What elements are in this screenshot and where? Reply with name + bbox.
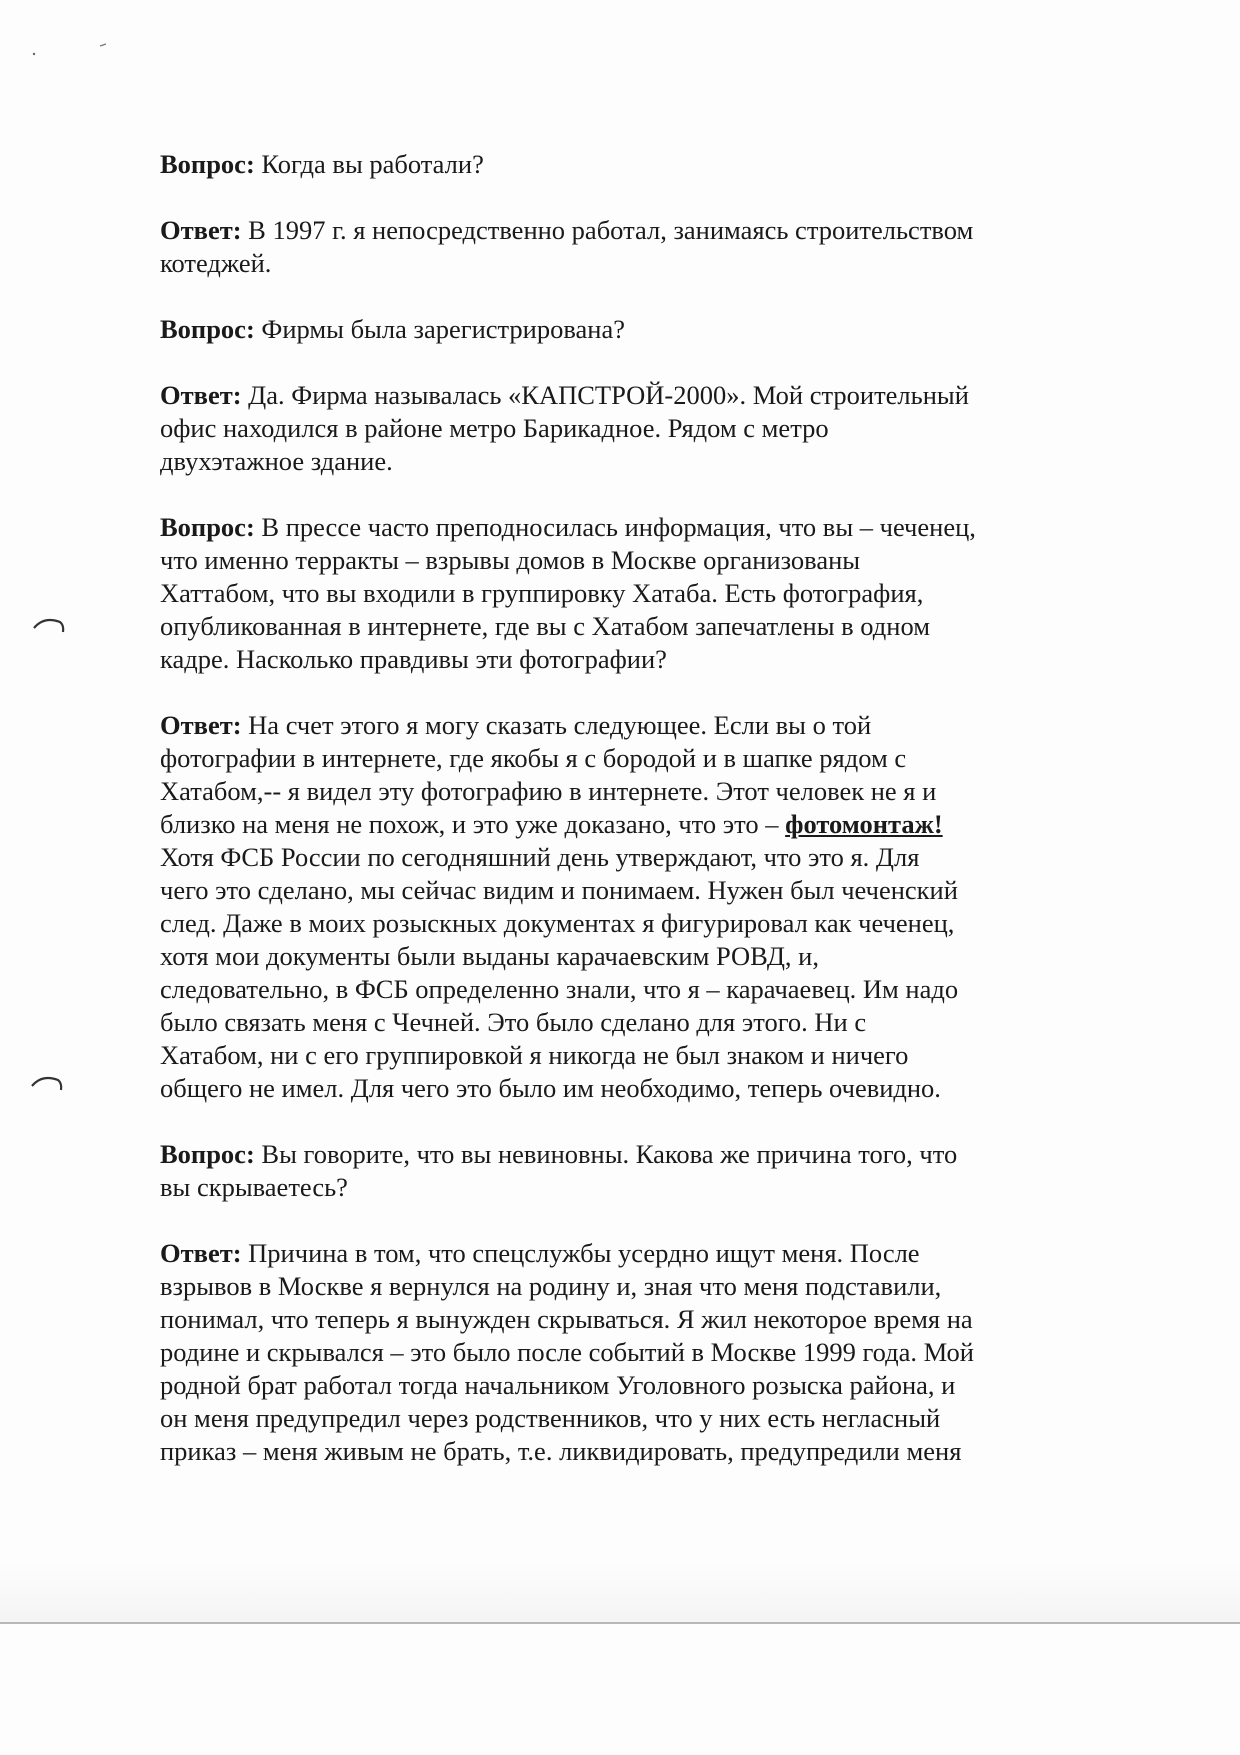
text-line: что именно терракты – взрывы домов в Москве организованы xyxy=(160,545,861,575)
document-body xyxy=(160,148,1060,1501)
line-text: Вы говорите, что вы невиновны. Какова же причина того, что xyxy=(254,1139,958,1169)
line-text: На счет этого я могу сказать следующее. Если вы о той xyxy=(241,710,872,740)
text-line: чего это сделано, мы сейчас видим и понимаем. Нужен был чеченский xyxy=(160,875,958,905)
answer-paragraph xyxy=(160,379,1060,478)
text-line: вы скрываетесь? xyxy=(160,1172,348,1202)
text-line xyxy=(160,511,1060,544)
punch-hole-mark xyxy=(30,612,70,636)
question-paragraph xyxy=(160,148,1060,181)
text-line xyxy=(160,1138,1060,1171)
text-line xyxy=(160,313,1060,346)
text-line: Хотя ФСБ России по сегодняшний день утверждают, что это я. Для xyxy=(160,842,920,872)
line-text: В 1997 г. я непосредственно работал, занимаясь строительством xyxy=(241,215,974,245)
question-paragraph xyxy=(160,511,1060,676)
question-label: Вопрос: xyxy=(160,1139,255,1169)
text-line: приказ – меня живым не брать, т.е. ликвидировать, предупредили меня xyxy=(160,1436,962,1466)
answer-label: Ответ: xyxy=(160,380,242,410)
scan-shadow xyxy=(0,1560,1240,1622)
answer-paragraph xyxy=(160,709,1060,1105)
text-line: Хатабом, ни с его группировкой я никогда не был знаком и ничего xyxy=(160,1040,909,1070)
text-line: он меня предупредил через родственников, что у них есть негласный xyxy=(160,1403,941,1433)
text-line: след. Даже в моих розыскных документах я фигурировал как чеченец, xyxy=(160,908,955,938)
text-line: двухэтажное здание. xyxy=(160,446,393,476)
line-text: близко на меня не похож, и это уже доказано, что это – xyxy=(160,809,786,839)
text-line: родной брат работал тогда начальником Уголовного розыска района, и xyxy=(160,1370,956,1400)
text-line: кадре. Насколько правдивы эти фотографии? xyxy=(160,644,667,674)
line-text: Причина в том, что спецслужбы усердно ищут меня. После xyxy=(241,1238,920,1268)
question-label: Вопрос: xyxy=(160,149,255,179)
punch-hole-mark xyxy=(28,1070,68,1094)
question-paragraph xyxy=(160,1138,1060,1204)
text-line xyxy=(160,808,1060,841)
text-line: котеджей. xyxy=(160,248,272,278)
text-line: Хатабом,-- я видел эту фотографию в интернете. Этот человек не я и xyxy=(160,776,937,806)
question-label: Вопрос: xyxy=(160,314,255,344)
answer-label: Ответ: xyxy=(160,1238,242,1268)
emphasized-text: фотомонтаж! xyxy=(785,809,943,839)
text-line: Хаттабом, что вы входили в группировку Хатаба. Есть фотография, xyxy=(160,578,924,608)
text-line: следовательно, в ФСБ определенно знали, что я – карачаевец. Им надо xyxy=(160,974,959,1004)
text-line: взрывов в Москве я вернулся на родину и, зная что меня подставили, xyxy=(160,1271,942,1301)
text-line xyxy=(160,214,1060,247)
text-line xyxy=(160,709,1060,742)
text-line: опубликованная в интернете, где вы с Хатабом запечатлены в одном xyxy=(160,611,930,641)
answer-label: Ответ: xyxy=(160,710,242,740)
text-line xyxy=(160,1237,1060,1270)
text-line: родине и скрывался – это было после событий в Москве 1999 года. Мой xyxy=(160,1337,974,1367)
text-line: хотя мои документы были выданы карачаевским РОВД, и, xyxy=(160,941,819,971)
scan-speck-mark xyxy=(30,40,110,60)
question-paragraph xyxy=(160,313,1060,346)
question-label: Вопрос: xyxy=(160,512,255,542)
text-line: понимал, что теперь я вынужден скрываться. Я жил некоторое время на xyxy=(160,1304,973,1334)
line-text: Когда вы работали? xyxy=(254,149,484,179)
text-line xyxy=(160,379,1060,412)
line-text: Да. Фирма называлась «КАПСТРОЙ-2000». Мой строительный xyxy=(241,380,969,410)
answer-label: Ответ: xyxy=(160,215,242,245)
text-line: офис находился в районе метро Барикадное. Рядом с метро xyxy=(160,413,829,443)
answer-paragraph xyxy=(160,214,1060,280)
page-edge-line xyxy=(0,1622,1240,1624)
text-line: общего не имел. Для чего это было им необходимо, теперь очевидно. xyxy=(160,1073,941,1103)
line-text: В прессе часто преподносилась информация, что вы – чеченец, xyxy=(254,512,976,542)
line-text: Фирмы была зарегистрирована? xyxy=(254,314,625,344)
text-line: фотографии в интернете, где якобы я с бородой и в шапке рядом с xyxy=(160,743,907,773)
text-line: было связать меня с Чечней. Это было сделано для этого. Ни с xyxy=(160,1007,867,1037)
answer-paragraph xyxy=(160,1237,1060,1468)
text-line xyxy=(160,148,1060,181)
